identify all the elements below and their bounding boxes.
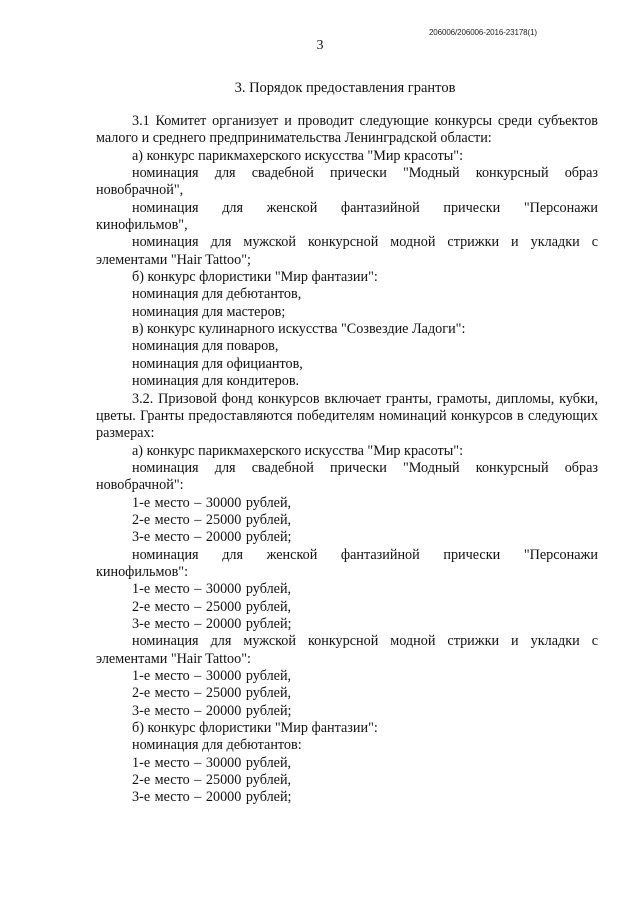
prize-line: 1-е место – 30000 рублей, — [132, 754, 292, 771]
nomination-masters: номинация для мастеров; — [132, 303, 286, 320]
nomination-wedding: номинация для свадебной прически "Модный конкурсный образ новобрачной": — [96, 459, 598, 494]
section-title: 3. Порядок предоставления грантов — [234, 80, 456, 96]
contest-b-heading: б) конкурс флористики "Мир фантазии": — [132, 720, 378, 737]
word: фантазийной — [340, 546, 420, 563]
prize-line: 2-е место – 25000 рублей, — [132, 772, 292, 789]
document-body — [96, 113, 598, 807]
paragraph-3-2: 3.2. Призовой фонд конкурсов включает гранты, грамоты, дипломы, кубки, цветы. Гранты предоставляются победителям номинаций конкурсов в следующих размерах: — [96, 390, 598, 442]
nomination-debutants: номинация для дебютантов: — [132, 737, 302, 754]
page-number: 3 — [316, 38, 324, 53]
word: женской — [266, 546, 318, 563]
nomination-fantasy-line — [96, 200, 598, 217]
word: прически — [443, 546, 501, 563]
prize-line: 3-е место – 20000 рублей; — [132, 702, 292, 719]
prize-line: 2-е место – 25000 рублей, — [132, 511, 292, 528]
prize-line: 1-е место – 30000 рублей, — [132, 581, 292, 598]
paragraph-3-1: 3.1 Комитет организует и проводит следующие конкурсы среди субъектов малого и среднего предпринимательства Ленинградской области: — [96, 113, 598, 147]
prize-line: 2-е место – 25000 рублей, — [132, 685, 292, 702]
word: номинация — [132, 199, 199, 216]
contest-b-heading: б) конкурс флористики "Мир фантазии": — [132, 269, 378, 286]
nomination-fantasy-tail: кинофильмов": — [96, 563, 189, 580]
word: женской — [266, 199, 318, 216]
prize-line: 3-е место – 20000 рублей; — [132, 615, 292, 632]
word: фантазийной — [340, 199, 420, 216]
nomination-fantasy-tail: кинофильмов", — [96, 217, 188, 234]
prize-line: 1-е место – 30000 рублей, — [132, 668, 292, 684]
nomination-wedding: номинация для свадебной прически "Модный конкурсный образ новобрачной", — [96, 165, 598, 199]
word: для — [222, 546, 244, 563]
nomination-confectioners: номинация для кондитеров. — [132, 373, 300, 390]
prize-line: 1-е место – 30000 рублей, — [132, 494, 292, 511]
nomination-mens-haircut: номинация для мужской конкурсной модной стрижки и укладки с элементами "Hair Tattoo": — [96, 633, 598, 667]
prize-line: 2-е место – 25000 рублей, — [132, 598, 292, 615]
nomination-mens-haircut: номинация для мужской конкурсной модной стрижки и укладки с элементами "Hair Tattoo"; — [96, 234, 598, 268]
document-id: 206006/206006-2016-23178(1) — [428, 28, 537, 37]
contest-c-heading: в) конкурс кулинарного искусства "Созвездие Ладоги": — [132, 321, 466, 338]
prize-line: 3-е место – 20000 рублей; — [132, 789, 292, 806]
word: "Персонажи — [523, 546, 598, 563]
word: "Персонажи — [523, 199, 598, 216]
word: номинация — [132, 546, 199, 563]
nomination-fantasy-line — [96, 547, 598, 564]
prize-line: 3-е место – 20000 рублей; — [132, 529, 292, 546]
nomination-cooks: номинация для поваров, — [132, 338, 279, 355]
nomination-debutants: номинация для дебютантов, — [132, 286, 302, 303]
word: для — [222, 199, 244, 216]
word: прически — [443, 199, 501, 216]
nomination-waiters: номинация для официантов, — [132, 355, 303, 372]
contest-a-heading: а) конкурс парикмахерского искусства "Мир красоты": — [132, 442, 464, 459]
contest-a-heading: а) конкурс парикмахерского искусства "Мир красоты": — [132, 147, 464, 164]
